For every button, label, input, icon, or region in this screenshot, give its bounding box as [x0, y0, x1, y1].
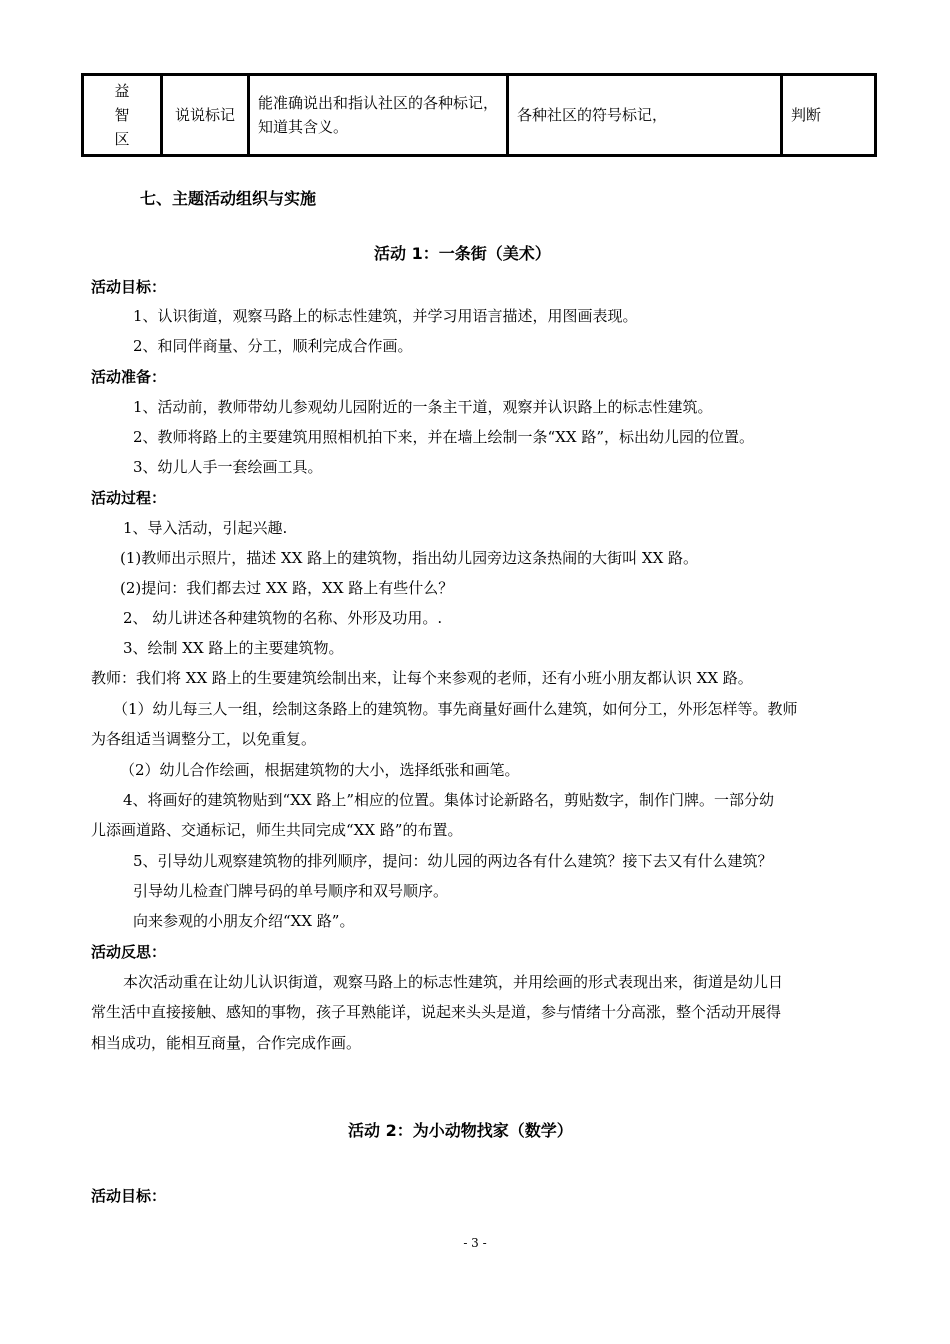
reflect-line: 本次活动重在让幼儿认识街道，观察马路上的标志性建筑，并用绘画的形式表现出来，街道是幼儿日	[123, 973, 784, 991]
activity1-title: 活动 1：一条街（美术）	[374, 244, 551, 263]
process-line: 4、将画好的建筑物贴到“XX 路上”相应的位置。集体讨论新路名，剪贴数字，制作门牌。一部分幼	[123, 791, 775, 809]
process-line: 向来参观的小朋友介绍“XX 路”。	[133, 912, 355, 930]
process-line: 1、导入活动，引起兴趣.	[123, 519, 288, 537]
process-line: （2）幼儿合作绘画，根据建筑物的大小，选择纸张和画笔。	[120, 761, 520, 779]
materials-cell: 各种社区的符号标记，	[508, 75, 782, 156]
area-text: 益 智 区	[114, 82, 130, 148]
process-line: 2、 幼儿讲述各种建筑物的名称、外形及功用。.	[123, 609, 443, 627]
activity1-process-label: 活动过程：	[91, 489, 167, 507]
activity1-goal-1: 1、认识街道，观察马路上的标志性建筑，并学习用语言描述，用图画表现。	[133, 307, 638, 325]
activity2-goal-label: 活动目标：	[91, 1187, 167, 1205]
activity1-prep-3: 3、幼儿人手一套绘画工具。	[133, 458, 323, 476]
reflect-line: 常生活中直接接触、感知的事物，孩子耳熟能详，说起来头头是道，参与情绪十分高涨，整个活动开展得	[91, 1003, 782, 1021]
process-line: 教师：我们将 XX 路上的生要建筑绘制出来，让每个来参观的老师，还有小班小朋友都认识 XX 路。	[91, 669, 753, 687]
process-line: 5、引导幼儿观察建筑物的排列顺序，提问：幼儿园的两边各有什么建筑？接下去又有什么建筑？	[133, 852, 773, 870]
process-line: 3、绘制 XX 路上的主要建筑物。	[123, 639, 344, 657]
activity1-goal-2: 2、和同伴商量、分工，顺利完成合作画。	[133, 337, 413, 355]
table-row	[83, 75, 876, 156]
activity1-prep-2: 2、教师将路上的主要建筑用照相机拍下来，并在墙上绘制一条“XX 路”，标出幼儿园的位置。	[133, 428, 755, 446]
process-line: （1）幼儿每三人一组，绘制这条路上的建筑物。事先商量好画什么建筑，如何分工，外形怎样等。教师	[113, 700, 798, 718]
activity1-goal-label: 活动目标：	[91, 278, 167, 296]
process-line: 引导幼儿检查门牌号码的单号顺序和双号顺序。	[133, 882, 449, 900]
process-line: (2)提问：我们都去过 XX 路，XX 路上有些什么？	[120, 579, 454, 597]
process-line: 为各组适当调整分工，以免重复。	[91, 730, 317, 748]
evaluation-cell: 判断	[782, 75, 876, 156]
activity2-title: 活动 2：为小动物找家（数学）	[348, 1121, 573, 1140]
activity-cell: 说说标记	[162, 75, 249, 156]
reflect-line: 相当成功，能相互商量，合作完成作画。	[91, 1034, 362, 1052]
process-line: 儿添画道路、交通标记，师生共同完成“XX 路”的布置。	[91, 821, 463, 839]
activity1-prep-label: 活动准备：	[91, 368, 167, 386]
section-heading: 七、主题活动组织与实施	[140, 189, 317, 208]
process-line: (1)教师出示照片，描述 XX 路上的建筑物，指出幼儿园旁边这条热闹的大街叫 XX 路。	[120, 549, 699, 567]
page-number: - 3 -	[463, 1236, 487, 1250]
area-cell	[83, 75, 162, 156]
activity1-reflect-label: 活动反思：	[91, 943, 167, 961]
activity1-prep-1: 1、活动前，教师带幼儿参观幼儿园附近的一条主干道，观察并认识路上的标志性建筑。	[133, 398, 713, 416]
activity-table	[81, 73, 877, 157]
goal-cell: 能准确说出和指认社区的各种标记，知道其含义。	[249, 75, 508, 156]
